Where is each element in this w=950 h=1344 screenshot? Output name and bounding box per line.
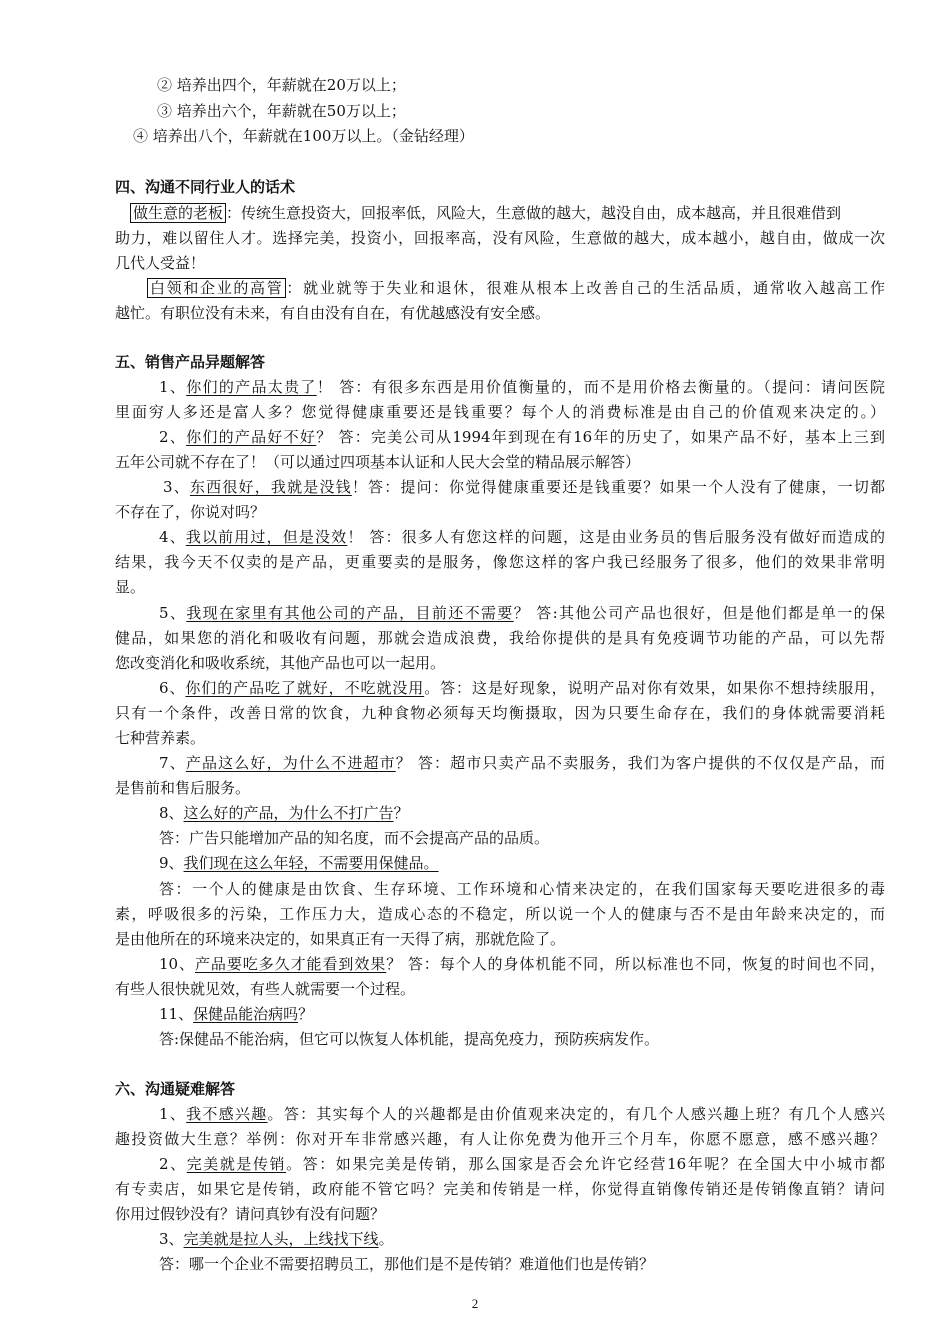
qa-line: 7、产品这么好，为什么不进超市？ 答：超市只卖产品不卖服务，我们为客户提供的不仅仅是产品，而 xyxy=(159,754,885,772)
qa-line: 只有一个条件，改善日常的饮食，九种食物必须每天均衡摄取，因为只要生命存在，我们的身体就需要消耗 xyxy=(115,704,885,722)
qa-line: 是由他所在的环境来决定的，如果真正有一天得了病，那就危险了。 xyxy=(115,930,566,948)
boxed-label: 做生意的老板 xyxy=(130,203,226,223)
question-text: 保健品能治病吗 xyxy=(193,1005,299,1023)
qa-line: 4、我以前用过，但是没效！ 答：很多人有您这样的问题，这是由业务员的售后服务没有做好而造成的 xyxy=(159,528,885,546)
question-text: 你们的产品吃了就好，不吃就没用 xyxy=(185,679,425,697)
section-heading: 五、销售产品异题解答 xyxy=(115,353,266,371)
qa-line: 8、这么好的产品，为什么不打广告？ xyxy=(159,804,409,822)
qa-line: 显。 xyxy=(115,578,146,596)
qa-line: 3、完美就是拉人头，上线找下线。 xyxy=(159,1230,394,1248)
qa-line: 3、东西很好，我就是没钱！答：提问：你觉得健康重要还是钱重要？如果一个人没有了健康，一切都 xyxy=(163,478,885,496)
section-heading: 六、沟通疑难解答 xyxy=(115,1080,236,1098)
question-text: 你们的产品好不好 xyxy=(186,428,317,446)
paragraph-line: 几代人受益！ xyxy=(115,254,206,272)
list-item: ② 培养出四个，年薪就在20万以上； xyxy=(157,76,406,94)
question-text: 我现在家里有其他公司的产品，目前还不需要 xyxy=(186,604,514,622)
qa-line: 不存在了，你说对吗？ xyxy=(115,503,266,521)
qa-line: 10、产品要吃多久才能看到效果？ 答：每个人的身体机能不同，所以标准也不同，恢复的时间也不同， xyxy=(159,955,885,973)
qa-line: 素，呼吸很多的污染，工作压力大，造成心态的不稳定，所以说一个人的健康与否不是由年龄来决定的，而 xyxy=(115,905,885,923)
qa-line: 是售前和售后服务。 xyxy=(115,779,251,797)
qa-line: 9、我们现在这么年轻，不需要用保健品。 xyxy=(159,854,439,872)
paragraph-line: 越忙。有职位没有未来，有自由没有自在，有优越感没有安全感。 xyxy=(115,304,551,322)
qa-line: 有专卖店，如果它是传销，政府能不管它吗？完美和传销是一样，你觉得直销像传销还是传销像直销？请问 xyxy=(115,1180,885,1198)
qa-line: 答：哪一个企业不需要招聘员工，那他们是不是传销？难道他们也是传销？ xyxy=(159,1255,655,1273)
qa-line: 您改变消化和吸收系统，其他产品也可以一起用。 xyxy=(115,654,446,672)
list-item: ④ 培养出八个，年薪就在100万以上。（金钻经理） xyxy=(133,127,474,145)
paragraph-line: 白领和企业的高管 ：就业就等于失业和退休，很难从根本上改善自己的生活品质，通常收入越高工作 xyxy=(147,276,885,301)
qa-line: 健品，如果您的消化和吸收有问题，那就会造成浪费，我给你提供的是具有免疫调节功能的产品，可以先帮 xyxy=(115,629,885,647)
page-number: 2 xyxy=(471,1296,479,1311)
qa-line: 你用过假钞没有？请问真钞有没有问题？ xyxy=(115,1205,386,1223)
question-text: 完美就是拉人头，上线找下线 xyxy=(183,1230,379,1248)
question-text: 这么好的产品，为什么不打广告 xyxy=(183,804,394,822)
question-text: 东西很好，我就是没钱 xyxy=(189,478,352,496)
qa-line: 答：广告只能增加产品的知名度，而不会提高产品的品质。 xyxy=(159,829,550,847)
qa-line: 1、你们的产品太贵了！ 答：有很多东西是用价值衡量的，而不是用价格去衡量的。（提问：请问医院 xyxy=(159,378,886,396)
question-text: 产品要吃多久才能看到效果 xyxy=(194,955,387,973)
qa-line: 结果，我今天不仅卖的是产品，更重要卖的是服务，像您这样的客户我已经服务了很多，他们的效果非常明 xyxy=(115,553,885,571)
qa-line: 11、保健品能治病吗？ xyxy=(159,1005,314,1023)
qa-line: 2、你们的产品好不好？ 答：完美公司从1994年到现在有16年的历史了，如果产品不好，基本上三到 xyxy=(159,428,885,446)
qa-line: 趣投资做大生意？举例：你对开车非常感兴趣，有人让你免费为他开三个月车，你愿不愿意，感不感兴趣？ xyxy=(115,1130,885,1148)
list-item: ③ 培养出六个，年薪就在50万以上； xyxy=(157,102,406,120)
paragraph-line: 做生意的老板 ：传统生意投资大，回报率低，风险大，生意做的越大，越没自由，成本越高，并且很难借到 xyxy=(130,201,885,226)
qa-line: 5、我现在家里有其他公司的产品，目前还不需要？ 答:其他公司产品也很好，但是他们都是单一的保 xyxy=(159,604,886,622)
qa-line: 五年公司就不存在了！（可以通过四项基本认证和人民大会堂的精品展示解答） xyxy=(115,453,641,471)
question-text: 我以前用过，但是没效 xyxy=(185,528,348,546)
qa-line: 里面穷人多还是富人多？您觉得健康重要还是钱重要？每个人的消费标准是由自己的价值观来决定的。） xyxy=(115,403,885,421)
qa-line: 6、你们的产品吃了就好，不吃就没用。答：这是好现象，说明产品对你有效果，如果你不想持续服用， xyxy=(159,679,885,697)
qa-line: 七种营养素。 xyxy=(115,729,206,747)
qa-line: 2、完美就是传销。答：如果完美是传销，那么国家是否会允许它经营16年呢？在全国大中小城市都 xyxy=(159,1155,885,1173)
qa-line: 答：一个人的健康是由饮食、生存环境、工作环境和心情来决定的，在我们国家每天要吃进很多的毒 xyxy=(159,880,885,898)
boxed-label: 白领和企业的高管 xyxy=(147,278,286,298)
question-text: 我们现在这么年轻，不需要用保健品。 xyxy=(183,854,439,872)
paragraph-line: 助力，难以留住人才。选择完美，投资小，回报率高，没有风险，生意做的越大，成本越小，越自由，做成一次 xyxy=(115,229,885,247)
qa-line: 有些人很快就见效，有些人就需要一个过程。 xyxy=(115,980,416,998)
question-text: 完美就是传销 xyxy=(186,1155,287,1173)
question-text: 我不感兴趣 xyxy=(186,1105,268,1123)
qa-line: 1、我不感兴趣。答：其实每个人的兴趣都是由价值观来决定的，有几个人感兴趣上班？有几个人感兴 xyxy=(159,1105,885,1123)
section-heading: 四、沟通不同行业人的话术 xyxy=(115,178,296,196)
question-text: 你们的产品太贵了 xyxy=(186,378,317,396)
question-text: 产品这么好，为什么不进超市 xyxy=(185,754,396,772)
qa-line: 答:保健品不能治病，但它可以恢复人体机能，提高免疫力，预防疾病发作。 xyxy=(159,1030,660,1048)
